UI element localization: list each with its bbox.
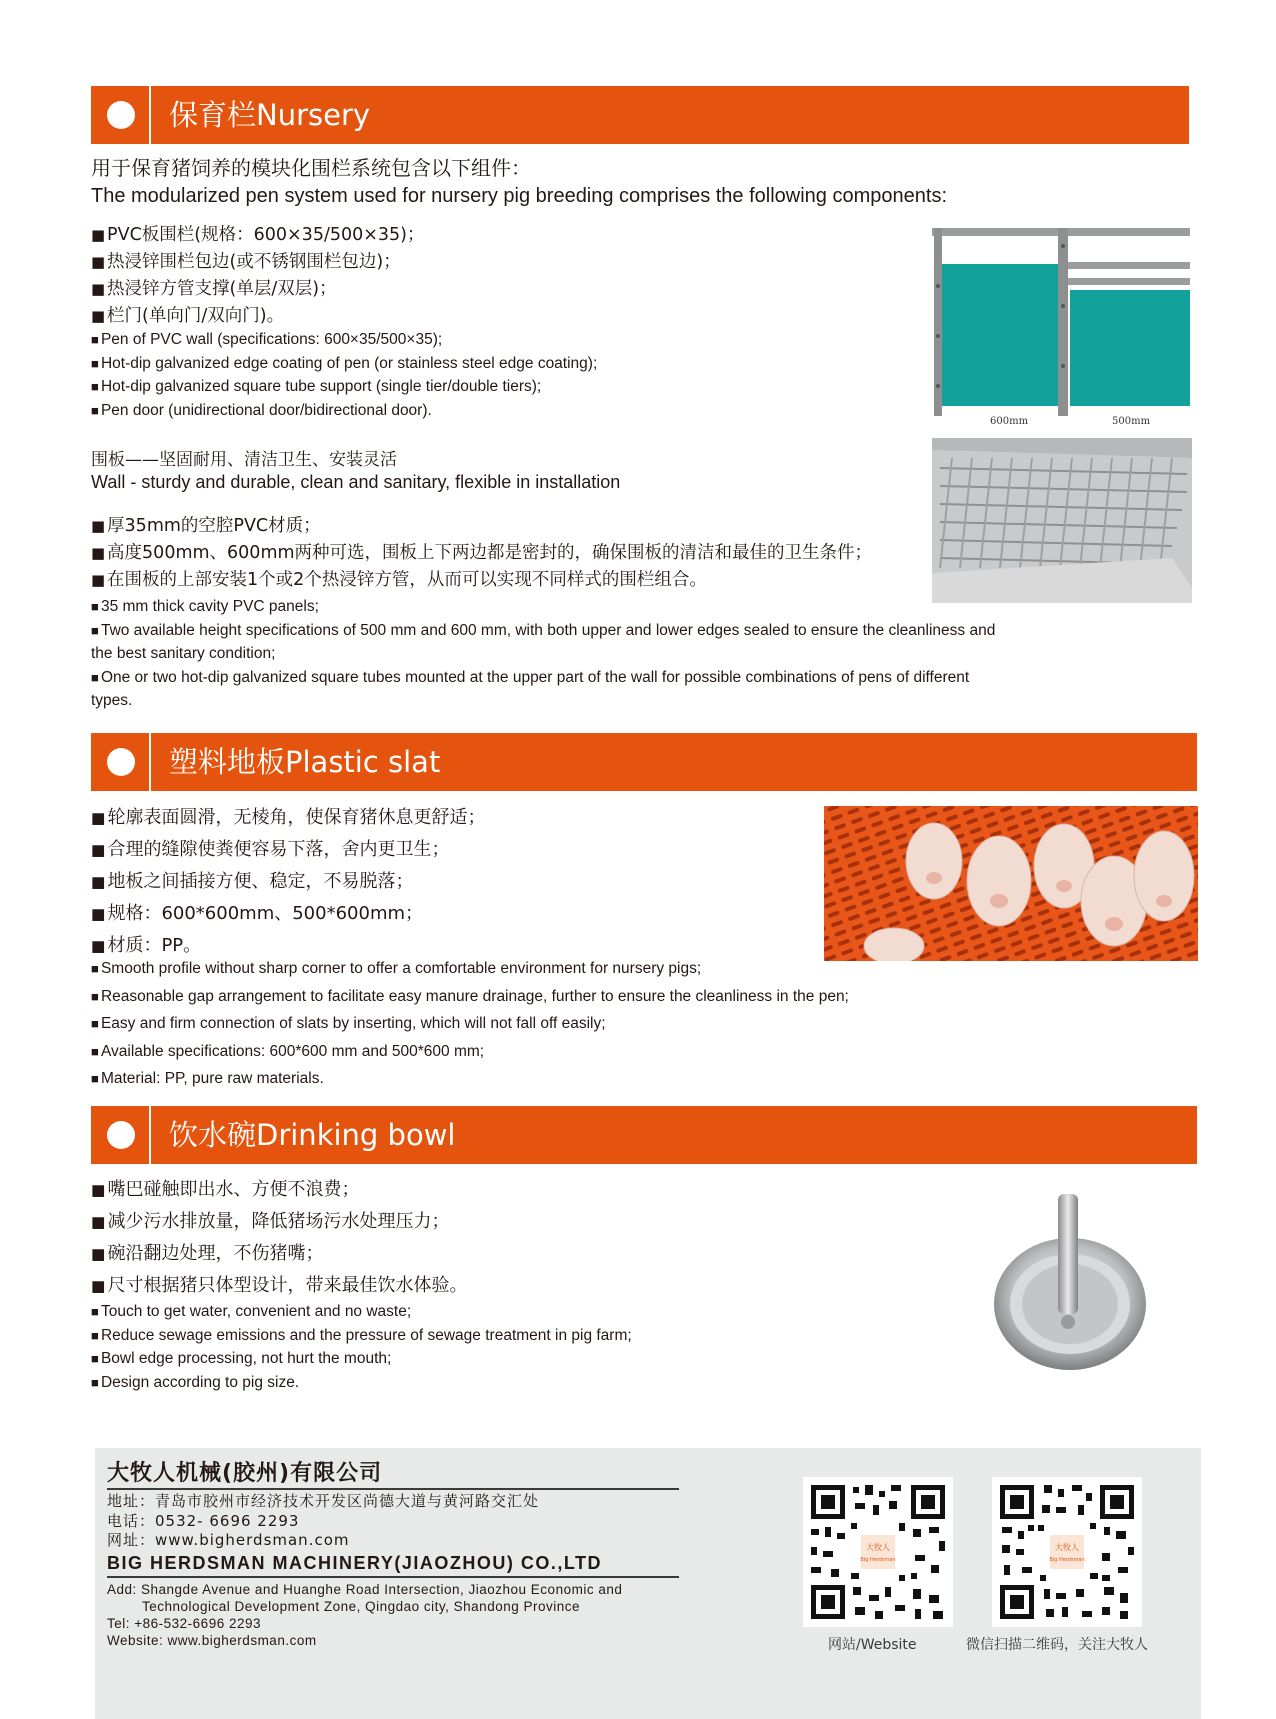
list-item: ■ Reasonable gap arrangement to facilitate easy manure drainage, further to ensure the cleanliness in the pen; — [91, 983, 849, 1011]
list-item: ■ 合理的缝隙使粪便容易下落，舍内更卫生； — [91, 834, 485, 866]
list-item: ■ Smooth profile without sharp corner to offer a comfortable environment for nursery pigs; — [91, 955, 849, 983]
list-item: ■ PVC板围栏(规格：600×35/500×35)； — [91, 222, 425, 249]
banner-divider — [149, 1106, 151, 1164]
nursery-intro-en: The modularized pen system used for nursery pig breeding comprises the following components: — [91, 185, 947, 207]
list-item: ■ 轮廓表面圆滑，无棱角，使保育猪休息更舒适； — [91, 802, 485, 834]
company-name-en: BIG HERDSMAN MACHINERY(JIAOZHOU) CO.,LTD — [107, 1553, 602, 1573]
bowl-features-cn — [91, 1174, 467, 1302]
list-item: ■ Pen of PVC wall (specifications: 600×35/500×35); — [91, 328, 597, 352]
section-title: 塑料地板Plastic slat — [169, 745, 441, 779]
piglets-on-slat-image — [824, 806, 1198, 961]
qr-caption-wechat: 微信扫描二维码，关注大牧人 — [966, 1637, 1148, 1653]
dimension-label-600: 600mm — [990, 416, 1029, 427]
qr-logo-text-en: Big Herdsman — [1049, 1557, 1085, 1563]
list-item: ■ Available specifications: 600*600 mm and 500*600 mm; — [91, 1038, 849, 1066]
list-item: ■ 高度500mm、600mm两种可选，围板上下两边都是密封的，确保围板的清洁和最佳的卫生条件； — [91, 540, 872, 567]
wechat-qr-code[interactable] — [992, 1477, 1142, 1627]
banner-divider — [149, 86, 151, 144]
bullet-circle-icon — [107, 101, 135, 129]
address-cn: 地址：青岛市胶州市经济技术开发区尚德大道与黄河路交汇处 — [107, 1492, 540, 1510]
nursery-components-en — [91, 328, 597, 422]
bullet-circle-icon — [107, 748, 135, 776]
section-banner-slat — [91, 733, 1197, 791]
qr-logo-text-cn: 大牧人 — [866, 1543, 890, 1552]
list-item: ■ Bowl edge processing, not hurt the mouth; — [91, 1347, 632, 1371]
list-item: ■ 减少污水排放量，降低猪场污水处理压力； — [91, 1206, 467, 1238]
pen-diagram-image — [932, 226, 1192, 430]
list-item: ■ 35 mm thick cavity PVC panels; — [91, 595, 1011, 619]
list-item: ■ 厚35mm的空腔PVC材质； — [91, 513, 872, 540]
list-item: ■ 栏门(单向门/双向门)。 — [91, 303, 425, 330]
list-item: ■ 热浸锌围栏包边(或不锈钢围栏包边)； — [91, 249, 425, 276]
list-item: ■ 嘴巴碰触即出水、方便不浪费； — [91, 1174, 467, 1206]
list-item: ■ Material: PP, pure raw materials. — [91, 1065, 849, 1093]
footer-rule — [107, 1576, 679, 1578]
list-item: ■ Easy and firm connection of slats by inserting, which will not fall off easily; — [91, 1010, 849, 1038]
phone-cn: 电话：0532- 6696 2293 — [107, 1512, 300, 1530]
list-item: ■ Touch to get water, convenient and no waste; — [91, 1300, 632, 1324]
wall-features-en — [91, 595, 1011, 713]
qr-caption-website: 网站/Website — [828, 1637, 917, 1653]
bowl-features-en — [91, 1300, 632, 1394]
section-title: 保育栏Nursery — [169, 98, 371, 132]
list-item: ■ 热浸锌方管支撑(单层/双层)； — [91, 276, 425, 303]
drinking-bowl-image — [985, 1192, 1155, 1372]
list-item: ■ Hot-dip galvanized edge coating of pen (or stainless steel edge coating); — [91, 352, 597, 376]
website-qr-code[interactable] — [803, 1477, 953, 1627]
section-banner-bowl — [91, 1106, 1197, 1164]
address-en-line1: Add: Shangde Avenue and Huanghe Road Intersection, Jiaozhou Economic and — [107, 1582, 623, 1597]
list-item: ■ Reduce sewage emissions and the pressure of sewage treatment in pig farm; — [91, 1324, 632, 1348]
list-item: ■ 规格：600*600mm、500*600mm； — [91, 898, 485, 930]
list-item: ■ 在围板的上部安装1个或2个热浸锌方管，从而可以实现不同样式的围栏组合。 — [91, 567, 872, 594]
banner-divider — [149, 733, 151, 791]
pvc-panel-image — [932, 438, 1192, 603]
slat-features-en — [91, 955, 849, 1093]
company-name-cn: 大牧人机械(胶州)有限公司 — [107, 1461, 383, 1486]
footer-rule — [107, 1488, 679, 1490]
website-cn: 网址：www.bigherdsman.com — [107, 1531, 350, 1549]
list-item: ■ One or two hot-dip galvanized square tubes mounted at the upper part of the wall for possible combinations of pens of different types. — [91, 666, 1011, 713]
wall-title-cn: 围板——坚固耐用、清洁卫生、安装灵活 — [91, 450, 397, 470]
wall-features-cn — [91, 513, 872, 594]
tel-en: Tel: +86-532-6696 2293 — [107, 1616, 261, 1631]
qr-logo-text-cn: 大牧人 — [1055, 1543, 1079, 1552]
dimension-label-500: 500mm — [1112, 416, 1151, 427]
address-en-line2: Technological Development Zone, Qingdao city, Shandong Province — [142, 1599, 580, 1614]
qr-logo-text-en: Big Herdsman — [860, 1557, 896, 1563]
list-item: ■ Design according to pig size. — [91, 1371, 632, 1395]
list-item: ■ 尺寸根据猪只体型设计，带来最佳饮水体验。 — [91, 1270, 467, 1302]
wall-title-en: Wall - sturdy and durable, clean and sanitary, flexible in installation — [91, 472, 621, 492]
list-item: ■ Two available height specifications of 500 mm and 600 mm, with both upper and lower edges sealed to ensure the cleanliness and the best sanitary condition; — [91, 619, 1011, 666]
website-en: Website: www.bigherdsman.com — [107, 1633, 317, 1648]
section-banner-nursery — [91, 86, 1189, 144]
slat-features-cn — [91, 802, 485, 962]
section-title: 饮水碗Drinking bowl — [169, 1118, 456, 1152]
nursery-components-cn — [91, 222, 425, 330]
list-item: ■ Pen door (unidirectional door/bidirectional door). — [91, 399, 597, 423]
bullet-circle-icon — [107, 1121, 135, 1149]
list-item: ■ 地板之间插接方便、稳定，不易脱落； — [91, 866, 485, 898]
list-item: ■ Hot-dip galvanized square tube support (single tier/double tiers); — [91, 375, 597, 399]
list-item: ■ 材质：PP。 — [91, 930, 485, 962]
list-item: ■ 碗沿翻边处理，不伤猪嘴； — [91, 1238, 467, 1270]
nursery-intro-cn: 用于保育猪饲养的模块化围栏系统包含以下组件： — [91, 156, 531, 180]
